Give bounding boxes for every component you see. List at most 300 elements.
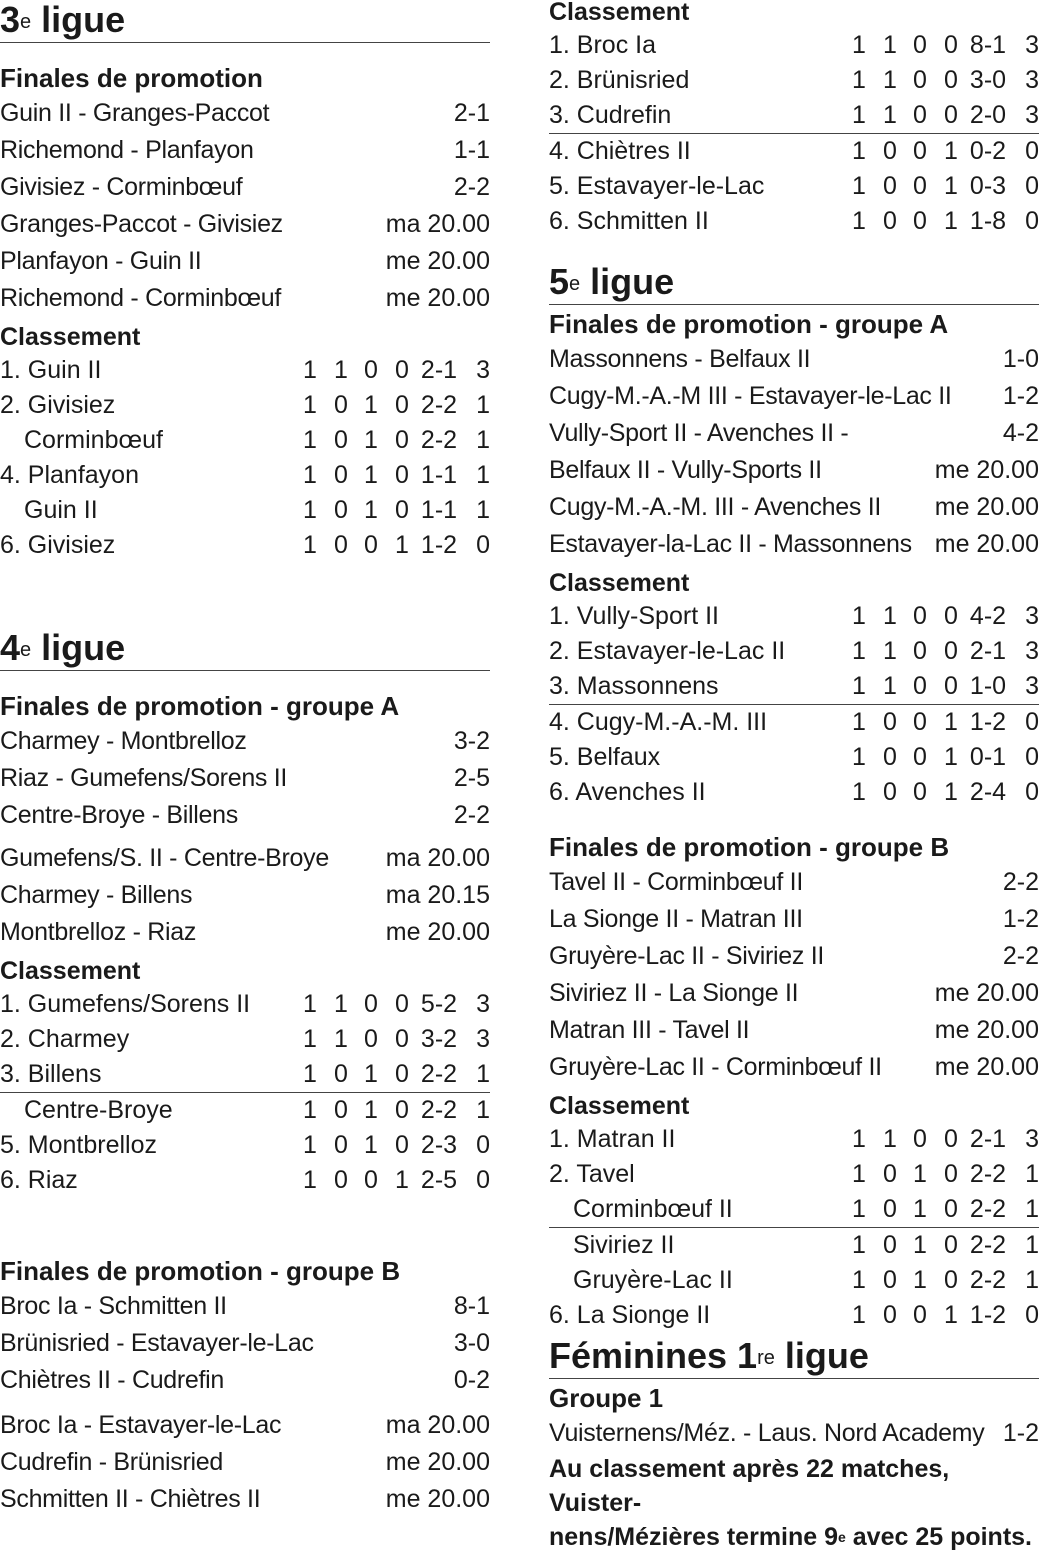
standings-row xyxy=(549,1122,1039,1157)
team-name: 2. Brünisried xyxy=(549,66,690,94)
match-list xyxy=(0,723,490,834)
match-list xyxy=(0,1407,490,1518)
match-result: 0-2 xyxy=(453,1366,490,1394)
match-row xyxy=(0,243,490,280)
team-name: 1. Vully-Sport II xyxy=(549,602,719,630)
match-teams: La Sionge II - Matran III xyxy=(549,905,803,933)
note-line: Au classement après 22 matches, Vuister- xyxy=(549,1455,950,1517)
goals: 2-4 xyxy=(969,778,1007,806)
match-row xyxy=(0,760,490,797)
won: 1 xyxy=(883,101,897,129)
standings-title: Classement xyxy=(549,569,690,597)
match-teams: Belfaux II - Vully-Sports II xyxy=(549,456,822,484)
goals: 2-1 xyxy=(969,637,1007,665)
match-result: 4-2 xyxy=(1002,419,1039,447)
played: 1 xyxy=(852,137,866,165)
standings-row xyxy=(0,423,490,458)
points: 1 xyxy=(476,391,490,419)
match-teams: Cugy-M.-A.-M. III - Avenches II xyxy=(549,493,881,521)
team-name: 4. Chiètres II xyxy=(549,137,691,165)
drawn: 0 xyxy=(364,356,378,384)
standings-table xyxy=(549,1122,1039,1333)
goals: 2-3 xyxy=(420,1131,458,1159)
goals: 3-2 xyxy=(420,1025,458,1053)
lost: 1 xyxy=(944,137,958,165)
points: 0 xyxy=(1025,743,1039,771)
match-result: 3-2 xyxy=(453,727,490,755)
section-feminines xyxy=(549,1336,1039,1554)
match-result: 2-2 xyxy=(1002,942,1039,970)
points: 1 xyxy=(476,426,490,454)
team-name: Gruyère-Lac II xyxy=(573,1266,733,1294)
lost: 0 xyxy=(395,1131,409,1159)
team-name: 2. Givisiez xyxy=(0,391,116,419)
points: 1 xyxy=(1025,1266,1039,1294)
lost: 0 xyxy=(395,1060,409,1088)
points: 1 xyxy=(476,1060,490,1088)
match-row xyxy=(0,1407,490,1444)
match-list xyxy=(0,95,490,317)
match-result: me 20.00 xyxy=(385,284,490,312)
section-5e-ligue xyxy=(549,262,1039,1333)
lost: 0 xyxy=(944,31,958,59)
match-row xyxy=(0,280,490,317)
team-name: Guin II xyxy=(24,496,98,524)
standings-row xyxy=(549,775,1039,810)
match-row xyxy=(0,840,490,877)
lost: 0 xyxy=(395,426,409,454)
match-teams: Siviriez II - La Sionge II xyxy=(549,979,799,1007)
match-row xyxy=(549,864,1039,901)
title-text: ligue xyxy=(774,1335,869,1376)
drawn: 1 xyxy=(913,1195,927,1223)
match-list xyxy=(0,1288,490,1399)
standings-row xyxy=(549,1192,1039,1228)
team-name: 2. Charmey xyxy=(0,1025,130,1053)
drawn: 0 xyxy=(913,207,927,235)
match-teams: Planfayon - Guin II xyxy=(0,247,202,275)
goals: 2-2 xyxy=(420,391,458,419)
section-4e-ligue-groupe-b xyxy=(0,1252,490,1518)
match-teams: Riaz - Gumefens/Sorens II xyxy=(0,764,288,792)
won: 0 xyxy=(883,1195,897,1223)
played: 1 xyxy=(852,1125,866,1153)
match-teams: Montbrelloz - Riaz xyxy=(0,918,197,946)
match-result: 2-2 xyxy=(1002,868,1039,896)
played: 1 xyxy=(852,101,866,129)
standings-row xyxy=(0,1057,490,1093)
goals: 1-2 xyxy=(420,531,458,559)
points: 1 xyxy=(1025,1231,1039,1259)
played: 1 xyxy=(303,496,317,524)
standings-row xyxy=(549,1157,1039,1192)
lost: 0 xyxy=(944,101,958,129)
won: 0 xyxy=(883,778,897,806)
goals: 2-2 xyxy=(420,426,458,454)
team-name: 6. Schmitten II xyxy=(549,207,709,235)
drawn: 1 xyxy=(913,1231,927,1259)
won: 0 xyxy=(334,496,348,524)
won: 1 xyxy=(883,637,897,665)
won: 0 xyxy=(334,461,348,489)
goals: 1-2 xyxy=(969,1301,1007,1329)
match-result: 1-2 xyxy=(1002,905,1039,933)
goals: 8-1 xyxy=(969,31,1007,59)
note-line: nens/Mézières termine 9 xyxy=(549,1523,839,1551)
team-name: 1. Gumefens/Sorens II xyxy=(0,990,251,1018)
standings-row xyxy=(0,353,490,388)
match-result: me 20.00 xyxy=(934,493,1039,521)
goals: 2-1 xyxy=(969,1125,1007,1153)
lost: 0 xyxy=(944,1231,958,1259)
played: 1 xyxy=(303,1060,317,1088)
drawn: 0 xyxy=(913,602,927,630)
played: 1 xyxy=(852,672,866,700)
match-row xyxy=(549,1049,1039,1086)
won: 0 xyxy=(334,531,348,559)
title-number: 3 xyxy=(0,0,21,40)
won: 0 xyxy=(334,1096,348,1124)
standings-row xyxy=(549,169,1039,204)
match-result: 8-1 xyxy=(453,1292,490,1320)
drawn: 1 xyxy=(364,426,378,454)
drawn: 0 xyxy=(913,31,927,59)
played: 1 xyxy=(852,1231,866,1259)
lost: 0 xyxy=(395,496,409,524)
played: 1 xyxy=(852,1195,866,1223)
standings-row xyxy=(549,1298,1039,1333)
points: 0 xyxy=(1025,207,1039,235)
title-sup: e xyxy=(569,273,581,295)
lost: 0 xyxy=(395,1096,409,1124)
won: 0 xyxy=(334,1166,348,1194)
standings-row xyxy=(549,705,1039,740)
won: 0 xyxy=(883,137,897,165)
won: 1 xyxy=(883,31,897,59)
goals: 0-2 xyxy=(969,137,1007,165)
match-teams: Richemond - Planfayon xyxy=(0,136,254,164)
note-line: avec 25 points. xyxy=(845,1523,1033,1551)
match-teams: Cudrefin - Brünisried xyxy=(0,1448,223,1476)
drawn: 1 xyxy=(364,1060,378,1088)
standings-row xyxy=(0,1022,490,1057)
points: 3 xyxy=(1025,101,1039,129)
match-result: 2-2 xyxy=(453,173,490,201)
match-row xyxy=(0,1362,490,1399)
section-3e-ligue xyxy=(0,0,490,563)
goals: 0-3 xyxy=(969,172,1007,200)
won: 1 xyxy=(883,602,897,630)
goals: 2-2 xyxy=(969,1231,1007,1259)
goals: 2-2 xyxy=(420,1060,458,1088)
match-row xyxy=(549,415,1039,452)
team-name: 6. Avenches II xyxy=(549,778,706,806)
standings-table xyxy=(0,987,490,1198)
title-number: 4 xyxy=(0,627,21,668)
played: 1 xyxy=(303,990,317,1018)
match-row xyxy=(549,378,1039,415)
drawn: 0 xyxy=(913,637,927,665)
lost: 0 xyxy=(395,461,409,489)
standings-table xyxy=(549,28,1039,239)
subsection-title: Finales de promotion - groupe B xyxy=(0,1256,401,1286)
won: 0 xyxy=(883,708,897,736)
goals: 3-0 xyxy=(969,66,1007,94)
match-row xyxy=(0,1481,490,1518)
goals: 2-0 xyxy=(969,101,1007,129)
lost: 0 xyxy=(944,1125,958,1153)
section-4e-ligue xyxy=(0,628,490,1198)
drawn: 1 xyxy=(913,1160,927,1188)
team-name: 1. Matran II xyxy=(549,1125,676,1153)
team-name: 4. Planfayon xyxy=(0,461,139,489)
match-teams: Brünisried - Estavayer-le-Lac xyxy=(0,1329,314,1357)
drawn: 0 xyxy=(913,743,927,771)
goals: 1-1 xyxy=(420,496,458,524)
drawn: 0 xyxy=(364,990,378,1018)
match-row xyxy=(549,489,1039,526)
points: 0 xyxy=(476,531,490,559)
lost: 1 xyxy=(944,172,958,200)
standings-table xyxy=(0,353,490,563)
goals: 1-0 xyxy=(969,672,1007,700)
goals: 5-2 xyxy=(420,990,458,1018)
match-row xyxy=(0,206,490,243)
team-name: 5. Montbrelloz xyxy=(0,1131,158,1159)
match-result: me 20.00 xyxy=(934,530,1039,558)
section-title xyxy=(549,1336,1039,1379)
drawn: 1 xyxy=(364,391,378,419)
played: 1 xyxy=(303,426,317,454)
match-row xyxy=(0,723,490,760)
lost: 0 xyxy=(944,1266,958,1294)
drawn: 0 xyxy=(364,1025,378,1053)
won: 1 xyxy=(883,66,897,94)
team-name: 1. Broc Ia xyxy=(549,31,656,59)
match-row xyxy=(0,169,490,206)
team-name: 6. Givisiez xyxy=(0,531,116,559)
won: 1 xyxy=(334,1025,348,1053)
goals: 0-1 xyxy=(969,743,1007,771)
team-name: 6. Riaz xyxy=(0,1166,78,1194)
match-result: 1-0 xyxy=(1002,345,1039,373)
played: 1 xyxy=(303,391,317,419)
standings-row xyxy=(549,98,1039,134)
title-text: Féminines 1 xyxy=(549,1335,758,1376)
played: 1 xyxy=(852,1266,866,1294)
match-row xyxy=(0,1288,490,1325)
standings-row xyxy=(549,1263,1039,1298)
won: 0 xyxy=(334,426,348,454)
team-name: 5. Belfaux xyxy=(549,743,661,771)
won: 0 xyxy=(883,172,897,200)
played: 1 xyxy=(852,778,866,806)
goals: 1-8 xyxy=(969,207,1007,235)
match-teams: Guin II - Granges-Paccot xyxy=(0,99,270,127)
won: 1 xyxy=(334,356,348,384)
played: 1 xyxy=(303,531,317,559)
match-row xyxy=(0,1444,490,1481)
played: 1 xyxy=(852,743,866,771)
lost: 0 xyxy=(395,990,409,1018)
drawn: 0 xyxy=(364,531,378,559)
subsection-title: Finales de promotion xyxy=(0,63,263,93)
team-name: Centre-Broye xyxy=(24,1096,173,1124)
match-result: me 20.00 xyxy=(934,1053,1039,1081)
played: 1 xyxy=(303,1131,317,1159)
lost: 0 xyxy=(944,1195,958,1223)
match-teams: Tavel II - Corminbœuf II xyxy=(549,868,803,896)
lost: 0 xyxy=(944,602,958,630)
points: 1 xyxy=(1025,1160,1039,1188)
match-teams: Givisiez - Corminbœuf xyxy=(0,173,243,201)
match-row xyxy=(0,914,490,951)
points: 0 xyxy=(476,1131,490,1159)
match-result: 1-2 xyxy=(1002,1419,1039,1447)
section-title xyxy=(0,0,490,43)
note-text xyxy=(549,1452,1039,1554)
match-row xyxy=(0,877,490,914)
played: 1 xyxy=(303,1166,317,1194)
drawn: 0 xyxy=(913,778,927,806)
subsection-title: Finales de promotion - groupe B xyxy=(549,832,950,862)
lost: 0 xyxy=(944,637,958,665)
drawn: 1 xyxy=(364,1096,378,1124)
match-teams: Centre-Broye - Billens xyxy=(0,801,238,829)
drawn: 0 xyxy=(913,672,927,700)
drawn: 0 xyxy=(913,172,927,200)
match-result: 1-2 xyxy=(1002,382,1039,410)
standings-title: Classement xyxy=(549,0,690,26)
lost: 1 xyxy=(944,708,958,736)
title-text: ligue xyxy=(580,261,675,302)
won: 1 xyxy=(883,1125,897,1153)
subsection-title: Finales de promotion - groupe A xyxy=(0,691,400,721)
goals: 1-2 xyxy=(969,708,1007,736)
match-teams: Cugy-M.-A.-M III - Estavayer-le-Lac II xyxy=(549,382,952,410)
standings-row xyxy=(549,28,1039,63)
won: 0 xyxy=(334,1060,348,1088)
drawn: 0 xyxy=(913,101,927,129)
played: 1 xyxy=(852,1160,866,1188)
standings-row xyxy=(0,528,490,563)
drawn: 0 xyxy=(913,1301,927,1329)
match-teams: Gumefens/S. II - Centre-Broye xyxy=(0,844,329,872)
standings-row xyxy=(549,634,1039,669)
match-row xyxy=(549,1415,1039,1452)
match-row xyxy=(0,132,490,169)
goals: 2-5 xyxy=(420,1166,458,1194)
lost: 0 xyxy=(395,391,409,419)
goals: 2-2 xyxy=(969,1160,1007,1188)
standings-row xyxy=(549,204,1039,239)
team-name: 6. La Sionge II xyxy=(549,1301,711,1329)
goals: 2-2 xyxy=(969,1195,1007,1223)
standings-row xyxy=(549,599,1039,634)
match-row xyxy=(0,797,490,834)
played: 1 xyxy=(852,172,866,200)
played: 1 xyxy=(852,637,866,665)
standings-row xyxy=(0,1163,490,1198)
points: 1 xyxy=(476,461,490,489)
match-teams: Estavayer-la-Lac II - Massonnens xyxy=(549,530,912,558)
points: 1 xyxy=(476,496,490,524)
points: 0 xyxy=(476,1166,490,1194)
match-row xyxy=(549,341,1039,378)
goals: 2-1 xyxy=(420,356,458,384)
match-teams: Charmey - Billens xyxy=(0,881,193,909)
standings-row xyxy=(549,134,1039,169)
drawn: 0 xyxy=(913,1125,927,1153)
drawn: 1 xyxy=(364,461,378,489)
team-name: Corminbœuf II xyxy=(573,1195,733,1223)
lost: 1 xyxy=(944,743,958,771)
standings-row xyxy=(0,1128,490,1163)
points: 3 xyxy=(1025,1125,1039,1153)
drawn: 0 xyxy=(913,137,927,165)
match-result: me 20.00 xyxy=(934,456,1039,484)
drawn: 0 xyxy=(364,1166,378,1194)
points: 0 xyxy=(1025,778,1039,806)
points: 1 xyxy=(476,1096,490,1124)
points: 3 xyxy=(1025,66,1039,94)
won: 0 xyxy=(883,1266,897,1294)
match-teams: Charmey - Montbrelloz xyxy=(0,727,247,755)
points: 3 xyxy=(476,1025,490,1053)
match-teams: Massonnens - Belfaux II xyxy=(549,345,811,373)
points: 3 xyxy=(1025,637,1039,665)
won: 0 xyxy=(334,1131,348,1159)
lost: 1 xyxy=(944,207,958,235)
match-teams: Schmitten II - Chiètres II xyxy=(0,1485,261,1513)
match-result: me 20.00 xyxy=(385,1448,490,1476)
played: 1 xyxy=(303,461,317,489)
section-title xyxy=(549,262,1039,305)
standings-row xyxy=(549,740,1039,775)
lost: 0 xyxy=(944,1160,958,1188)
subsection-title: Finales de promotion - groupe A xyxy=(549,309,949,339)
points: 3 xyxy=(476,990,490,1018)
match-result: 2-1 xyxy=(453,99,490,127)
match-result: 2-5 xyxy=(453,764,490,792)
match-row xyxy=(549,1012,1039,1049)
match-row xyxy=(0,95,490,132)
match-row xyxy=(549,452,1039,489)
match-row xyxy=(549,526,1039,563)
goals: 4-2 xyxy=(969,602,1007,630)
title-text: ligue xyxy=(31,627,126,668)
lost: 1 xyxy=(944,778,958,806)
standings-row xyxy=(0,493,490,528)
team-name: 3. Cudrefin xyxy=(549,101,672,129)
standings-table xyxy=(549,599,1039,810)
match-list xyxy=(549,341,1039,563)
team-name: 4. Cugy-M.-A.-M. III xyxy=(549,708,768,736)
played: 1 xyxy=(852,708,866,736)
team-name: 3. Massonnens xyxy=(549,672,719,700)
match-result: ma 20.00 xyxy=(385,1411,490,1439)
team-name: 2. Tavel xyxy=(549,1160,635,1188)
drawn: 0 xyxy=(913,708,927,736)
team-name: Siviriez II xyxy=(573,1231,675,1259)
standings-title: Classement xyxy=(0,323,141,351)
match-row xyxy=(549,901,1039,938)
standings-row xyxy=(549,669,1039,705)
match-result: 2-2 xyxy=(453,801,490,829)
title-text: ligue xyxy=(31,0,126,40)
lost: 0 xyxy=(944,672,958,700)
lost: 0 xyxy=(395,356,409,384)
